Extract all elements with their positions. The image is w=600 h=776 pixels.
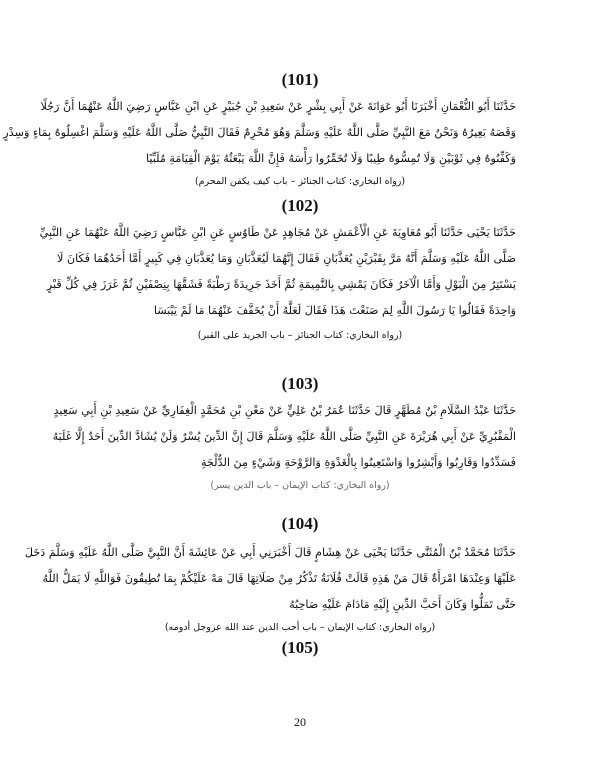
hadith-text-line: فَسَدِّدُوا وَقَارِبُوا وَأَبْشِرُوا وَاسْتَعِينُوا بِالْغَدْوَةِ وَالرَّوْحَةِ وَشَيْءٍ مِنَ الدُّلْجَةِ (200, 456, 516, 469)
hadith-source: (رواه البخاري: كتاب الإيمان – باب أحب الدين عند الله عزوجل أدومه) (164, 622, 436, 633)
hadith-number: (104) (281, 514, 319, 533)
hadith-text-line: وَقَصَهُ بَعِيرُهُ وَنَحْنُ مَعَ النَّبِيِّ صَلَّى اللَّهُ عَلَيْهِ وَسَلَّمَ وَهُوَ مُحْرِمٌ فَقَالَ النَّبِيُّ صَلَّى اللَّهُ عَلَيْهِ وَسَلَّمَ اغْسِلُوهُ بِمَاءٍ وَسِدْرٍ (3, 126, 516, 139)
hadith-source: (رواه البخاري: كتاب الجنائز – باب كيف يكفن المحرم) (194, 176, 406, 187)
hadith-text-line: حَدَّثَنَا مُحَمَّدُ بْنُ الْمُثَنَّى حَدَّثَنَا يَحْيَى عَنْ هِشَامٍ قَالَ أَخْبَرَنِي أَبِي عَنْ عَائِشَةَ أَنَّ النَّبِيَّ صَلَّى اللَّهُ عَلَيْهِ وَسَلَّمَ دَخَلَ (24, 546, 516, 559)
hadith-source: (رواه البخاري: كتاب الإيمان – باب الدين يسر) (210, 480, 390, 491)
hadith-number: (102) (281, 196, 319, 215)
hadith-text-line: عَلَيْهَا وَعِنْدَهَا امْرَأَةٌ قَالَ مَنْ هَذِهِ قَالَتْ فُلَانَةُ تَذْكُرُ مِنْ صَلَاتِهَا قَالَ مَهْ عَلَيْكُمْ بِمَا تُطِيقُونَ فَوَاللَّهِ لَا يَمَلُّ اللَّهُ (42, 572, 516, 585)
hadith-text-line: وَكَفِّنُوهُ فِي ثَوْبَيْنِ وَلَا تُمِسُّوهُ طِيبًا وَلَا تُخَمِّرُوا رَأْسَهُ فَإِنَّ اللَّهَ يَبْعَثُهُ يَوْمَ الْقِيَامَةِ مُلَبِّيًا (145, 152, 516, 165)
hadith-number: (105) (281, 638, 319, 657)
hadith-text-line: حَتَّى تَمَلُّوا وَكَانَ أَحَبَّ الدِّينِ إِلَيْهِ مَادَامَ عَلَيْهِ صَاحِبُهُ (289, 598, 516, 611)
hadith-text-line: وَاحِدَةً فَقَالُوا يَا رَسُولَ اللَّهِ لِمَ صَنَعْتَ هَذَا فَقَالَ لَعَلَّهُ أَنْ يُخَفَّفَ عَنْهُمَا مَا لَمْ يَيْبَسَا (153, 304, 516, 317)
hadith-text-line: حَدَّثَنَا أَبُو النُّعْمَانِ أَخْبَرَنَا أَبُو عَوَانَةَ عَنْ أَبِي بِشْرٍ عَنْ سَعِيدِ بْنِ جُبَيْرٍ عَنِ ابْنِ عَبَّاسٍ رَضِيَ اللَّهُ عَنْهُمَا أَنَّ رَجُلًا (40, 100, 516, 113)
hadith-text-line: حَدَّثَنَا عَبْدُ السَّلَامِ بْنُ مُطَهَّرٍ قَالَ حَدَّثَنَا عُمَرُ بْنُ عَلِيٍّ عَنْ مَعْنِ بْنِ مُحَمَّدٍ الْغِفَارِيِّ عَنْ سَعِيدِ بْنِ أَبِي سَعِيدٍ (53, 404, 516, 417)
hadith-number: (103) (281, 374, 319, 393)
hadith-text-line: حَدَّثَنَا يَحْيَى حَدَّثَنَا أَبُو مُعَاوِيَةَ عَنِ الْأَعْمَشِ عَنْ مُجَاهِدٍ عَنْ طَاوُسٍ عَنِ ابْنِ عَبَّاسٍ رَضِيَ اللَّهُ عَنْهُمَا عَنِ النَّبِيِّ (39, 226, 516, 239)
hadith-text-line: صَلَّى اللَّهُ عَلَيْهِ وَسَلَّمَ أَنَّهُ مَرَّ بِقَبْرَيْنِ يُعَذَّبَانِ فَقَالَ إِنَّهُمَا لَيُعَذَّبَانِ وَمَا يُعَذَّبَانِ فِي كَبِيرٍ أَمَّا أَحَدُهُمَا فَكَانَ لَا (56, 252, 516, 265)
page-number: 20 (294, 715, 306, 729)
hadith-number: (101) (281, 70, 319, 89)
hadith-text-line: الْمَقْبُرِيِّ عَنْ أَبِي هُرَيْرَةَ عَنِ النَّبِيِّ صَلَّى اللَّهُ عَلَيْهِ وَسَلَّمَ قَالَ إِنَّ الدِّينَ يُسْرٌ وَلَنْ يُشَادَّ الدِّينَ أَحَدٌ إِلَّا غَلَبَهُ (52, 430, 516, 443)
hadith-text-line: يَسْتَتِرُ مِنَ الْبَوْلِ وَأَمَّا الْآخَرُ فَكَانَ يَمْشِي بِالنَّمِيمَةِ ثُمَّ أَخَذَ جَرِيدَةً رَطْبَةً فَشَقَّهَا بِنِصْفَيْنِ ثُمَّ غَرَزَ فِي كُلِّ قَبْرٍ (46, 278, 516, 291)
hadith-source: (رواه البخاري: كتاب الجنائز – باب الجريد على القبر) (197, 330, 403, 341)
